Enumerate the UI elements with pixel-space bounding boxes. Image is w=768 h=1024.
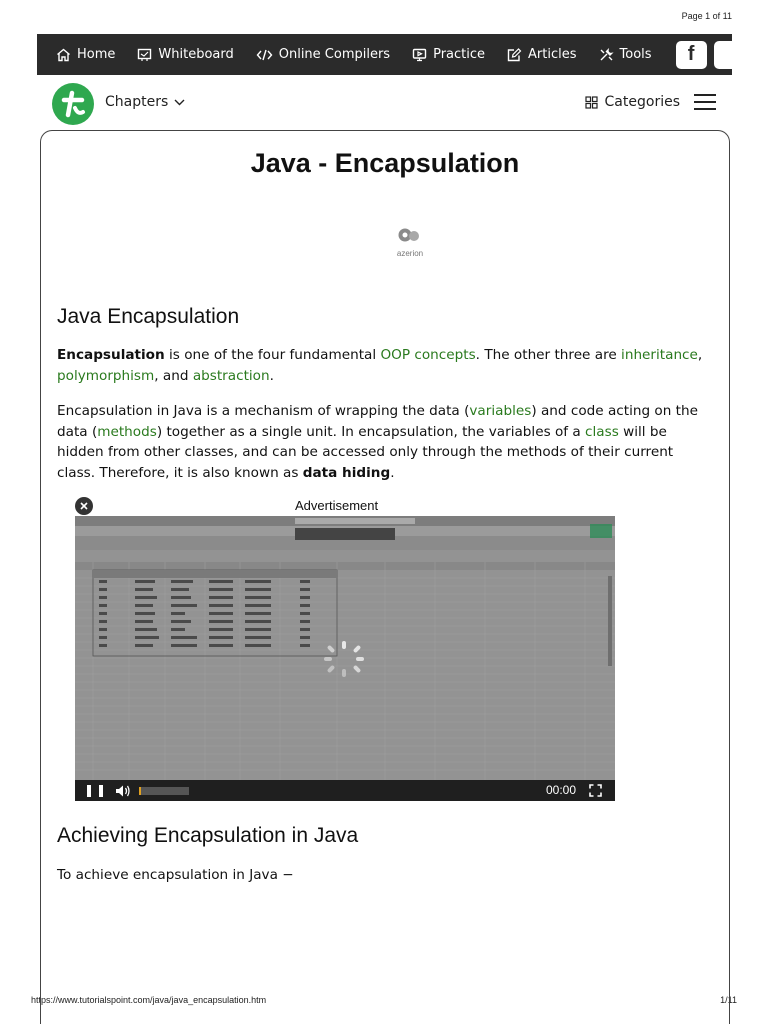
text-span: . [390,464,395,481]
text-span: ) together as a single unit. In encapsulation, the variables of a [156,423,586,440]
link-methods[interactable]: methods [97,423,157,440]
paragraph-definition [57,401,707,483]
section-heading-java-encapsulation: Java Encapsulation [57,305,240,328]
code-icon [256,48,273,62]
nav-home-label: Home [77,47,116,62]
grid-icon [585,96,598,109]
close-icon [79,501,89,511]
categories-button[interactable] [585,94,680,110]
bold-term-data-hiding: data hiding [302,464,391,481]
advertisement-video-player[interactable] [75,516,615,801]
paragraph-achieving-intro: To achieve encapsulation in Java − [57,867,294,883]
link-inheritance[interactable]: inheritance [621,347,698,363]
categories-label: Categories [604,94,680,110]
nav-practice[interactable] [412,47,485,62]
link-oop-concepts[interactable]: OOP concepts [380,347,476,363]
nav-articles[interactable] [507,47,576,62]
edit-icon [507,48,522,62]
nav-whiteboard[interactable] [137,47,233,62]
text-span: Encapsulation in Java is a mechanism of wrapping the data ( [57,403,470,419]
page-title: Java - Encapsulation [250,148,520,178]
monitor-icon [412,48,427,62]
nav-whiteboard-label: Whiteboard [158,47,234,62]
text-span: . The other three are [475,347,622,363]
tools-icon [599,48,614,62]
ad-brand-logo[interactable] [388,226,432,258]
nav-articles-label: Articles [528,47,577,62]
azerion-logo-icon [396,226,424,244]
nav-practice-label: Practice [433,47,486,62]
nav-tools[interactable] [599,47,652,62]
social-links [676,41,732,69]
link-class[interactable]: class [585,423,619,440]
logo-icon [60,90,86,118]
text-span: , and [154,367,193,384]
link-abstraction[interactable]: abstraction [192,367,270,384]
chevron-down-icon [174,99,185,106]
text-span: , [697,347,703,363]
facebook-button[interactable] [676,41,707,69]
nav-home[interactable] [56,47,115,62]
whiteboard-icon [137,48,152,62]
top-navigation-bar [37,34,732,75]
home-icon [56,48,71,62]
text-span: will be hidden from other classes, and can be accessed only through the methods of their current class. Therefore, it is also known as [57,423,674,481]
fullscreen-icon[interactable] [589,784,602,797]
loading-spinner-icon [323,640,365,678]
ad-close-button[interactable] [75,497,93,515]
chapters-dropdown[interactable] [105,94,185,110]
ad-brand-name: azerion [396,249,424,258]
bold-term-encapsulation: Encapsulation [57,347,165,363]
section-heading-achieving-encapsulation: Achieving Encapsulation in Java [57,824,359,847]
secondary-header [37,80,732,126]
print-page-number: 1/11 [720,995,737,1005]
pause-icon[interactable] [87,785,103,797]
video-controls-bar [75,780,615,801]
print-footer-url: https://www.tutorialspoint.com/java/java_encapsulation.htm [31,995,267,1005]
volume-icon[interactable] [115,784,131,798]
video-progress-bar[interactable] [139,787,189,795]
nav-online-compilers-label: Online Compilers [278,47,391,62]
text-span: ) and code acting on the data ( [57,403,698,440]
text-span: . [269,367,274,384]
advertisement-label: Advertisement [295,498,379,513]
nav-tools-label: Tools [619,47,652,62]
menu-icon[interactable] [694,94,716,110]
link-polymorphism[interactable]: polymorphism [57,367,155,384]
nav-online-compilers[interactable] [256,47,390,62]
facebook-icon: f [687,43,695,65]
chapters-label: Chapters [105,94,169,110]
tutorialspoint-logo[interactable] [52,83,94,125]
text-span: is one of the four fundamental [164,347,381,363]
video-time: 00:00 [545,783,576,797]
link-variables[interactable]: variables [469,403,532,419]
paragraph-intro [57,345,707,386]
print-page-indicator: Page 1 of 11 [681,11,732,21]
twitter-button[interactable] [714,41,732,69]
